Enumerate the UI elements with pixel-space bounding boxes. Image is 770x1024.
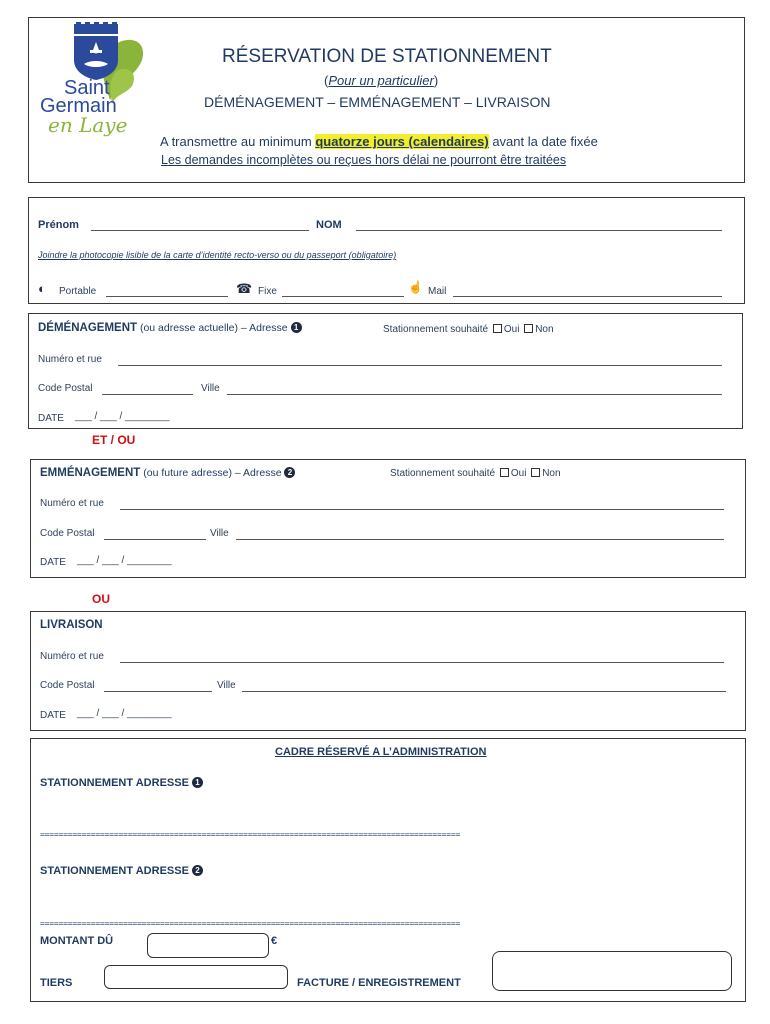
logo-text-saint: Saint	[64, 77, 110, 99]
demenagement-city-label: Ville	[201, 383, 220, 394]
portable-field[interactable]	[106, 287, 228, 297]
facture-field[interactable]	[492, 951, 732, 991]
non-label: Non	[542, 468, 561, 479]
emmenagement-city-field[interactable]	[236, 530, 724, 540]
page-title: RÉSERVATION DE STATIONNEMENT	[222, 46, 552, 67]
livraison-date-label: DATE	[40, 710, 66, 721]
mouse-icon: ☝	[408, 280, 423, 294]
subtitle-close: )	[433, 73, 439, 88]
nom-label: NOM	[316, 219, 342, 231]
notice-post: avant la date fixée	[488, 134, 598, 149]
emmenagement-date-field[interactable]: ___ / ___ / ________	[77, 555, 172, 566]
emmenagement-subtitle: (ou future adresse) – Adresse	[140, 467, 285, 479]
admin-address-2	[40, 865, 203, 877]
admin-address-1-label: STATIONNEMENT ADRESSE	[40, 777, 189, 789]
montant-label: MONTANT DÛ	[40, 935, 114, 947]
demenagement-parking	[383, 324, 554, 335]
admin-title: CADRE RÉSERVÉ A L’ADMINISTRATION	[275, 746, 487, 758]
emmenagement-street-label: Numéro et rue	[40, 498, 104, 509]
montant-field[interactable]	[147, 933, 269, 958]
livraison-title: LIVRAISON	[40, 619, 103, 631]
fixe-label: Fixe	[258, 286, 277, 297]
demenagement-date-field[interactable]: ___ / ___ / ________	[75, 411, 170, 422]
parking-label: Stationnement souhaité	[390, 468, 496, 479]
livraison-street-field[interactable]	[120, 653, 724, 663]
demenagement-date-label: DATE	[38, 413, 64, 424]
oui-label: Oui	[510, 468, 527, 479]
parking-label: Stationnement souhaité	[383, 324, 489, 335]
address-number-2-icon: 2	[192, 865, 203, 876]
address-number-1-icon: 1	[291, 322, 302, 333]
livraison-date-field[interactable]: ___ / ___ / ________	[77, 708, 172, 719]
prenom-field[interactable]	[91, 221, 309, 231]
tiers-label: TIERS	[40, 977, 73, 989]
emmenagement-street-field[interactable]	[120, 500, 724, 510]
nom-field[interactable]	[356, 221, 722, 231]
livraison-street-label: Numéro et rue	[40, 651, 104, 662]
livraison-postal-label: Code Postal	[40, 680, 95, 691]
demenagement-postal-label: Code Postal	[38, 383, 93, 394]
admin-separator-2: ===========================================================================================	[40, 919, 461, 928]
livraison-postal-field[interactable]	[104, 682, 212, 692]
mail-label: Mail	[428, 286, 447, 297]
telephone-icon: ☎	[236, 281, 253, 296]
deadline-notice	[160, 134, 598, 149]
connector-ou: OU	[92, 592, 110, 606]
admin-address-2-label: STATIONNEMENT ADRESSE	[40, 865, 189, 877]
address-number-1-icon: 1	[192, 777, 203, 788]
notice-pre: A transmettre au minimum	[160, 134, 316, 149]
logo-text-en-laye: en Laye	[48, 113, 128, 137]
subtitle-text: Pour un particulier	[328, 73, 434, 88]
admin-separator-1: ===========================================================================================	[40, 830, 461, 839]
prenom-label: Prénom	[38, 219, 79, 231]
fixe-field[interactable]	[282, 287, 404, 297]
checkbox-oui[interactable]	[500, 468, 509, 477]
demenagement-street-label: Numéro et rue	[38, 354, 102, 365]
tiers-field[interactable]	[104, 965, 288, 989]
id-document-note: Joindre la photocopie lisible de la carte d’identité recto-verso ou du passeport (obligatoire)	[38, 250, 397, 260]
demenagement-street-field[interactable]	[118, 356, 722, 366]
emmenagement-postal-label: Code Postal	[40, 528, 95, 539]
mail-field[interactable]	[453, 287, 722, 297]
address-number-2-icon: 2	[284, 467, 295, 478]
emmenagement-title: EMMÉNAGEMENT	[40, 467, 141, 479]
admin-address-1	[40, 777, 203, 789]
checkbox-oui[interactable]	[493, 324, 502, 333]
emmenagement-parking	[390, 468, 561, 479]
emmenagement-date-label: DATE	[40, 557, 66, 568]
emmenagement-heading	[40, 467, 295, 479]
notice-highlight: quatorze jours (calendaires)	[315, 134, 489, 149]
connector-et-ou: ET / OU	[92, 433, 136, 447]
non-label: Non	[535, 324, 554, 335]
demenagement-heading	[38, 322, 302, 334]
logo-text-germain: Germain	[40, 95, 117, 117]
portable-label: Portable	[59, 286, 97, 297]
livraison-city-label: Ville	[217, 680, 236, 691]
currency-symbol: €	[271, 935, 278, 947]
emmenagement-city-label: Ville	[210, 528, 229, 539]
mobile-phone-icon: ◐	[38, 281, 46, 296]
emmenagement-postal-field[interactable]	[104, 530, 206, 540]
facture-label: FACTURE / ENREGISTREMENT	[297, 977, 461, 989]
demenagement-title: DÉMÉNAGEMENT	[38, 322, 138, 334]
checkbox-non[interactable]	[524, 324, 533, 333]
subtitle-open: (	[324, 73, 329, 88]
page-subtitle	[324, 73, 438, 88]
request-types: DÉMÉNAGEMENT – EMMÉNAGEMENT – LIVRAISON	[204, 94, 551, 110]
checkbox-non[interactable]	[531, 468, 540, 477]
livraison-city-field[interactable]	[242, 682, 726, 692]
demenagement-postal-field[interactable]	[102, 385, 193, 395]
demenagement-subtitle: (ou adresse actuelle) – Adresse	[137, 322, 291, 334]
demenagement-city-field[interactable]	[227, 385, 722, 395]
oui-label: Oui	[503, 324, 520, 335]
incomplete-warning: Les demandes incomplètes ou reçues hors délai ne pourront être traitées	[161, 153, 567, 167]
